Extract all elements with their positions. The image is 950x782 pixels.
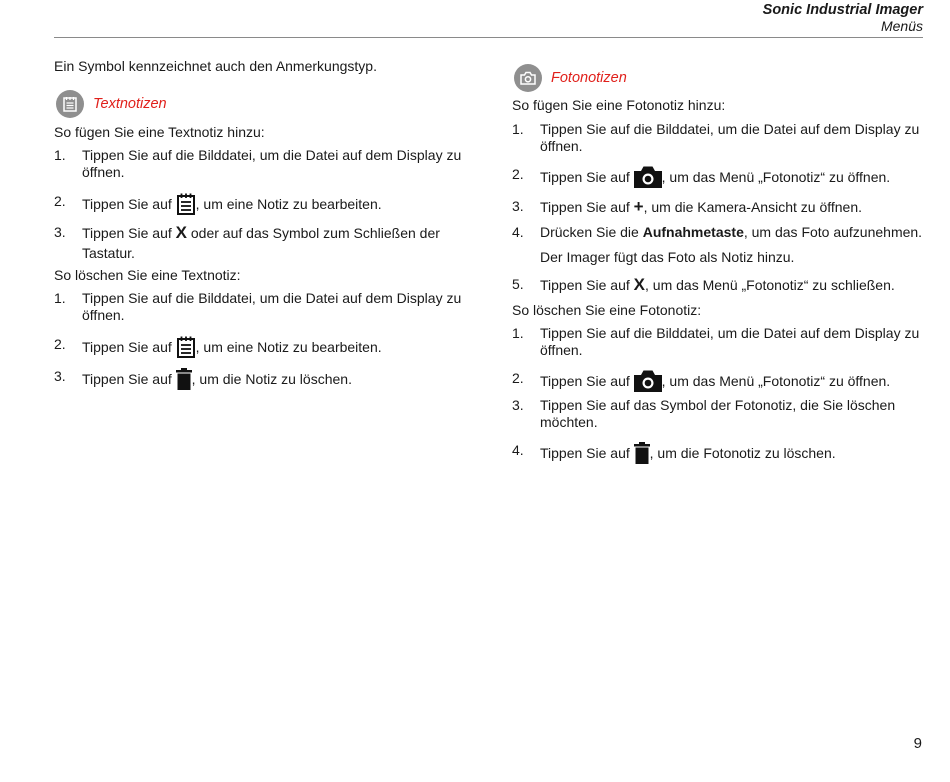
photo-note-badge-icon [514,64,542,92]
photo-delete-heading: So löschen Sie eine Fotonotiz: [512,302,702,318]
intro-text: Ein Symbol kennzeichnet auch den Anmerkungstyp. [54,58,377,74]
text-add-heading: So fügen Sie eine Textnotiz hinzu: [54,124,265,140]
section-title: Menüs [880,18,923,34]
trash-icon [634,442,650,464]
photo-notes-heading [514,64,627,92]
camera-icon [634,166,662,188]
close-x-icon: X [633,275,645,294]
photo-notes-title: Fotonotizen [551,70,627,86]
notepad-icon [176,336,196,358]
text-note-badge-icon [56,90,84,118]
trash-icon [176,368,192,390]
camera-icon [634,370,662,392]
plus-icon: + [633,197,644,216]
notepad-icon [176,193,196,215]
photo-add-heading: So fügen Sie eine Fotonotiz hinzu: [512,97,726,113]
text-notes-heading [56,90,167,118]
text-delete-heading: So löschen Sie eine Textnotiz: [54,267,241,283]
product-title: Sonic Industrial Imager [762,2,923,18]
page-number: 9 [913,735,922,752]
header-rule [54,37,923,38]
running-header [763,2,923,34]
text-notes-title: Textnotizen [93,96,167,112]
close-x-icon: X [175,223,187,242]
